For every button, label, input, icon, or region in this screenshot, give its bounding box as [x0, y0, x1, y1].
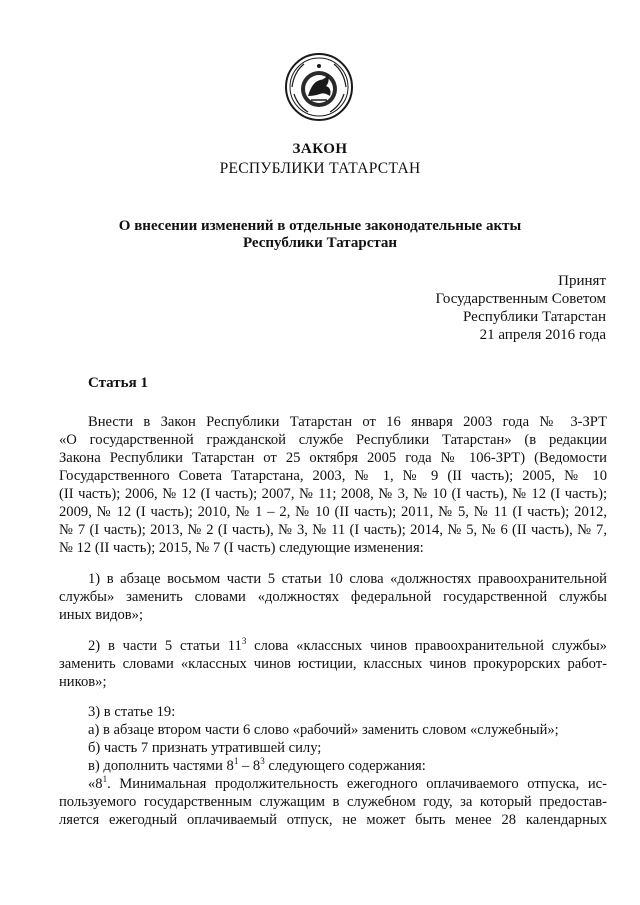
text-line: заменить словами «классных чинов юстиции, классных чинов прокурорских работ- — [59, 656, 607, 672]
text-line: 2) в части 5 статьи $11^3$ слова «классных чинов правоохранительной службы» — [88, 636, 607, 654]
text-line: 3) в статье 19: — [88, 704, 176, 720]
text-line: № 7 (I часть); 2013, № 2 (I часть), № 3, № 11 (I часть); 2014, № 5, № 6 (II часть), № 7, — [59, 522, 607, 538]
adoption-line: Государственным Советом — [435, 291, 606, 307]
amendment-item-2 — [59, 637, 607, 691]
text-line: «$8^1$. Минимальная продолжительность ежегодного оплачиваемого отпуска, ис- — [88, 774, 607, 792]
adoption-line: Принят — [558, 273, 606, 289]
text-line: иных видов»; — [59, 607, 144, 623]
text-line: «О государственной гражданской службе Республики Татарстан» (в редакции — [59, 432, 607, 448]
adoption-block — [436, 272, 607, 344]
text-line: 2009, № 12 (I часть); 2010, № 1 – 2, № 10 (II часть); 2011, № 5, № 11 (I часть); 2012, — [59, 504, 607, 520]
adoption-line: Республики Татарстан — [462, 309, 606, 325]
text-line: службы» заменить словами «должностях федеральной государственной службы — [59, 589, 607, 605]
law-heading: ЗАКОН — [292, 141, 348, 157]
text-line: 1) в абзаце восьмом части 5 статьи 10 слова «должностях правоохранительной — [88, 571, 607, 587]
amendment-item-1 — [59, 570, 607, 624]
text-line: Государственного Совета Татарстана, 2003, № 1, № 9 (II часть); 2005, № 10 — [59, 468, 607, 484]
adoption-date: 21 апреля 2016 года — [479, 327, 606, 343]
text-line: б) часть 7 признать утратившей силу; — [88, 740, 322, 756]
text-line: ляется ежегодный оплачиваемый отпуск, не может быть менее 28 календарных — [59, 812, 607, 828]
text-line: Внести в Закон Республики Татарстан от 16 января 2003 года № 3-ЗРТ — [88, 414, 607, 430]
article-heading: Статья 1 — [88, 375, 148, 391]
article-intro-paragraph — [59, 413, 607, 557]
amendment-item-3 — [59, 703, 607, 829]
text-line: (II часть); 2006, № 12 (I часть); 2007, № 11; 2008, № 3, № 10 (I часть), № 12 (I часть); — [59, 486, 607, 502]
tatarstan-coat-of-arms-icon — [284, 52, 354, 122]
text-line: № 12 (II часть); 2015, № 7 (I часть) следующие изменения: — [59, 540, 424, 556]
republic-heading: РЕСПУБЛИКИ ТАТАРСТАН — [219, 160, 421, 177]
text-line: ников»; — [59, 674, 107, 690]
text-line: в) дополнить частями $8^1 - 8^3$ следующего содержания: — [88, 756, 426, 774]
text-line: пользуемого государственным служащим в служебном году, за который предостав- — [59, 794, 607, 810]
law-title-line2: Республики Татарстан — [242, 235, 398, 251]
text-line: а) в абзаце втором части 6 слово «рабочий» заменить словом «служебный»; — [88, 722, 559, 738]
text-line: Закона Республики Татарстан от 25 октября 2005 года № 106-ЗРТ) (Ведомости — [59, 450, 607, 466]
law-title-line1: О внесении изменений в отдельные законодательные акты — [118, 218, 522, 234]
